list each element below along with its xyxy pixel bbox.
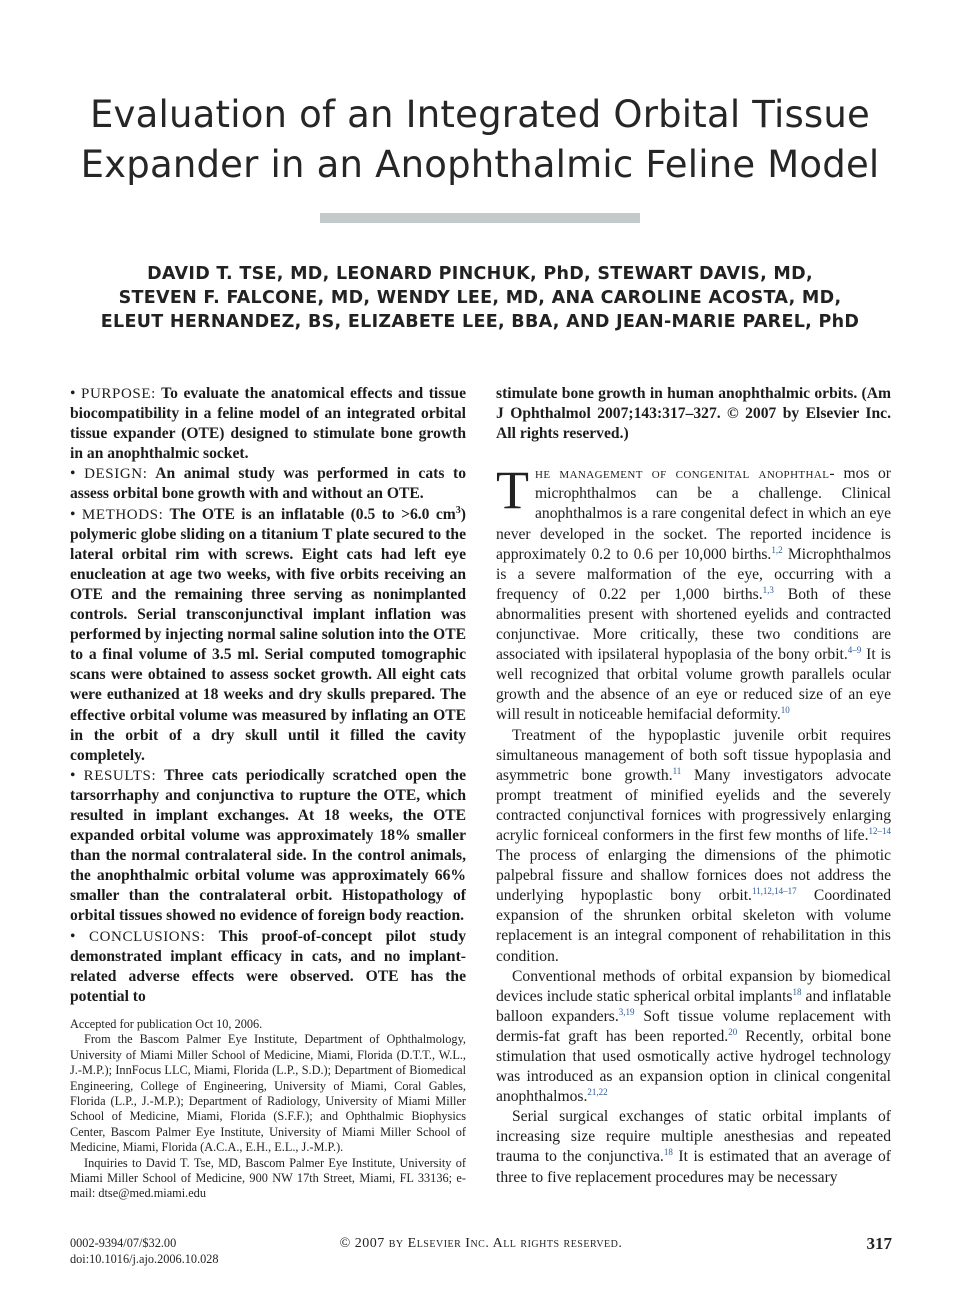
abstract: [70, 384, 466, 1007]
citation-link[interactable]: 20: [728, 1026, 738, 1037]
body-text: Treatment of the hypoplastic juvenile orbit requires simultaneous management of both soft tissue hypoplasia and asymmetric bone growth.: [496, 726, 891, 784]
body-text: The process of enlarging the dimensions of the phimotic palpebral fissure and shallow fornices does not address the underlying hypoplastic bony orbit.: [496, 847, 891, 905]
body-paragraph-2: [496, 726, 891, 967]
author-line-1: DAVID T. TSE, MD, LEONARD PINCHUK, PhD, STEWART DAVIS, MD,: [147, 264, 813, 284]
body-paragraph-4: [496, 1107, 891, 1187]
body-text: mos or microphthalmos can be a challenge. Clinical anophthalmos is a rare congenital defect in which an eye never developed in the socket. The reported incidence is approximately 0.2 to 0.6 per 10,000 births.: [496, 465, 891, 563]
design-text: An animal study was performed in cats to assess orbital bone growth with and without an OTE.: [70, 465, 466, 503]
author-line-3: ELEUT HERNANDEZ, BS, ELIZABETE LEE, BBA, AND JEAN-MARIE PAREL, PhD: [100, 312, 860, 332]
author-list: [60, 262, 900, 334]
body-paragraph-1: [496, 460, 891, 725]
methods-label: METHODS:: [81, 506, 164, 523]
body-paragraph-3: [496, 967, 891, 1108]
citation-link[interactable]: 3,19: [618, 1006, 635, 1017]
bullet-icon: •: [70, 927, 76, 945]
conclusions-text: This proof-of-concept pilot study demonstrated implant efficacy in cats, and no implant-related adverse effects were observed. OTE has the potential to: [70, 927, 466, 1005]
abstract-purpose: [70, 384, 466, 464]
purpose-text: To evaluate the anatomical effects and tissue biocompatibility in a feline model of an integrated orbital tissue expander (OTE) designed to stimulate bone growth in an anophthalmic socket.: [70, 385, 466, 463]
abstract-continuation: stimulate bone growth in human anophthalmic orbits. (Am J Ophthalmol 2007;143:317–327. © 2007 by Elsevier Inc. All rights reserved.): [496, 385, 891, 443]
body-text: It is estimated that an average of three to five replacement procedures may be necessary: [496, 1148, 891, 1186]
bullet-icon: •: [70, 385, 76, 402]
body-text: Recently, orbital bone stimulation that used osmotically active hydrogel technology was introduced as an expansion option in clinical congenital anophthalmos.: [496, 1027, 891, 1106]
body-text: Serial surgical exchanges of static orbital implants of increasing size require multiple anesthesias and repeated trauma to the conjunctiva.: [496, 1108, 891, 1166]
author-line-2: STEVEN F. FALCONE, MD, WENDY LEE, MD, ANA CAROLINE ACOSTA, MD,: [118, 288, 842, 308]
body-text: Soft tissue volume replacement with dermis-fat graft has been reported.: [496, 1007, 891, 1045]
bullet-icon: •: [70, 465, 76, 483]
title-divider: [320, 213, 640, 223]
citation-link[interactable]: 18: [663, 1147, 673, 1158]
article-title: [60, 90, 900, 190]
abstract-conclusions: [70, 927, 466, 1007]
citation-link[interactable]: 12–14: [868, 825, 891, 836]
title-line-1: Evaluation of an Integrated Orbital Tissue: [89, 93, 871, 136]
author-affiliations: From the Bascom Palmer Eye Institute, Department of Ophthalmology, University of Miami Miller School of Medicine, Miami, Florida (D.T.T., W.L., J.-M.P.); InnFocus LLC, Miami, Florida (L.P., S.D.); Department of Biomedical Engineering, College of Engineering, University of Miami, Coral Gables, Florida (L.P., J.-M.P.); Department of Radiology, University of Miami Miller School of Medicine, Miami, Florida (S.F.F.); and Ophthalmic Biophysics Center, Bascom Palmer Eye Institute, University of Miami Miller School of Medicine, Miami, Florida (A.C.A., E.H., E.L., J.-M.P.).: [70, 1032, 466, 1155]
abstract-results: [70, 766, 466, 927]
lead-in-text: he management of congenital anophthal-: [535, 465, 835, 483]
body-text: Many investigators advocate prompt treatment of minified eyelids and the severely contracted conjunctival fornices with progressively enlarging acrylic forniceal conformers in the first few months of life.: [496, 766, 891, 844]
body-text: and inflatable balloon expanders.: [496, 987, 891, 1025]
design-label: DESIGN:: [84, 466, 148, 483]
page-number: 317: [866, 1234, 892, 1253]
bullet-icon: •: [70, 766, 76, 784]
citation-link[interactable]: 11,12,14–17: [751, 886, 797, 897]
title-line-2: Expander in an Anophthalmic Feline Model: [80, 143, 880, 186]
results-label: RESULTS:: [83, 767, 157, 784]
accepted-date: Accepted for publication Oct 10, 2006.: [70, 1017, 263, 1031]
purpose-label: PURPOSE:: [81, 386, 156, 402]
correspondence: Inquiries to David T. Tse, MD, Bascom Palmer Eye Institute, University of Miami Miller School of Medicine, 900 NW 17th Street, Miami, FL 33136; e-mail: dtse@med.miami.edu: [70, 1155, 466, 1201]
body-text: Conventional methods of orbital expansion by biomedical devices include static spherical orbital implants: [496, 967, 891, 1005]
bullet-icon: •: [70, 505, 76, 523]
drop-cap: T: [496, 460, 529, 521]
body-text: Microphthalmos is a severe malformation of the eye, occurring with a frequency of 0.22 per 1,000 births.: [496, 545, 891, 603]
footer-copyright: © 2007 by Elsevier Inc. All rights reserved.: [339, 1236, 623, 1251]
citation-link[interactable]: 1,2: [771, 544, 783, 555]
methods-superscript: 3: [455, 504, 461, 516]
conclusions-label: CONCLUSIONS:: [89, 928, 206, 945]
doi-link[interactable]: doi:10.1016/j.ajo.2006.10.028: [70, 1251, 219, 1266]
body-column: [496, 384, 891, 1188]
citation-link[interactable]: 21,22: [587, 1087, 608, 1097]
body-text: It is well recognized that orbital volume growth parallels ocular growth and the absence of an eye or reduced size of an eye will result in noticeable hemifacial deformity.: [496, 646, 891, 724]
methods-text-a: The OTE is an inflatable (0.5 to >6.0 cm: [163, 505, 456, 523]
abstract-methods: [70, 505, 466, 766]
citation-link[interactable]: 4–9: [847, 644, 862, 655]
results-text: Three cats periodically scratched open the tarsorrhaphy and conjunctiva to rupture the OTE, which resulted in implant exchanges. At 18 weeks, the OTE expanded orbital volume was approximately 18% smaller than the normal contralateral side. In the control animals, the anophthalmic orbital volume was approximately 66% smaller than the contralateral orbit. Histopathology of orbital tissues showed no evidence of foreign body reaction.: [70, 766, 466, 925]
article-footnotes: [70, 1017, 466, 1202]
citation-link[interactable]: 10: [780, 705, 790, 716]
citation-link[interactable]: 11: [672, 765, 682, 776]
methods-text-b: ) polymeric globe sliding on a titanium T plate secured to the lateral orbital rim with screws. Eight cats had left eye enucleation at age two weeks, with five orbits receiving an OTE and the remaining three serving as nonimplanted controls. Serial transconjunctival implant inflation was performed by injecting normal saline solution into the OTE to a final volume of 3.5 ml. Serial computed tomographic scans were obtained to assess socket growth. All eight cats were euthanized at 18 weeks and dry skulls prepared. The effective orbital volume was measured by inflating an OTE in the orbit of a dry skull until it filled the cavity completely.: [70, 505, 466, 764]
abstract-design: [70, 464, 466, 504]
citation-link[interactable]: 1,3: [762, 584, 774, 595]
citation-link[interactable]: 18: [792, 986, 802, 997]
body-text: Coordinated expansion of the shrunken orbital skeleton with volume replacement is an integral component of rehabilitation in this condition.: [496, 887, 892, 965]
issn-price: 0002-9394/07/$32.00: [70, 1236, 177, 1250]
body-text: Both of these abnormalities present with shortened eyelids and contracted conjunctivae. More critically, these two conditions are associated with ipsilateral hypoplasia of the bony orbit.: [496, 585, 891, 664]
